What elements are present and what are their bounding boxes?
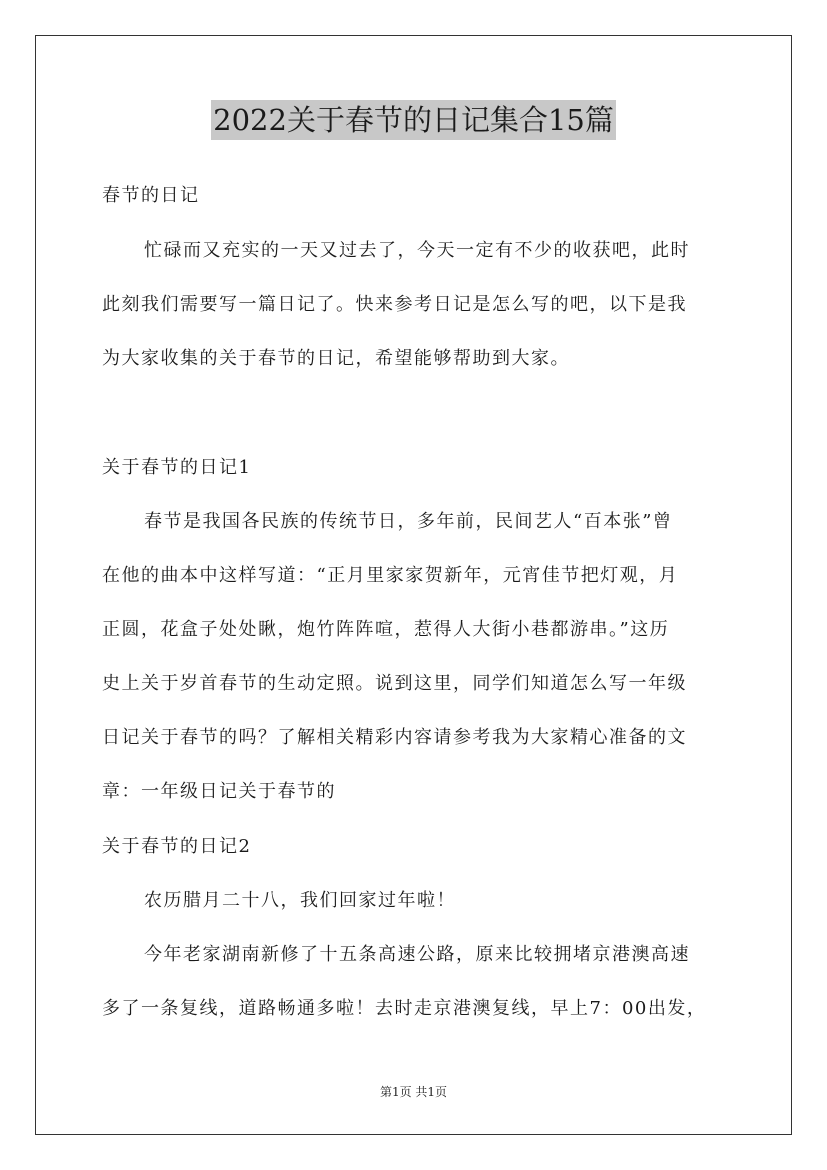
section-heading: 关于春节的日记2	[102, 836, 252, 857]
section-heading: 关于春节的日记1	[102, 457, 252, 478]
title-container	[0, 100, 827, 140]
paragraph-line: 史上关于岁首春节的生动定照。说到这里，同学们知道怎么写一年级	[102, 673, 687, 694]
paragraph-line: 春节是我国各民族的传统节日，多年前，民间艺人“百本张”曾	[144, 511, 673, 532]
paragraph-line: 为大家收集的关于春节的日记，希望能够帮助到大家。	[102, 348, 570, 369]
paragraph-line: 日记关于春节的吗？了解相关精彩内容请参考我为大家精心准备的文	[102, 727, 687, 748]
paragraph-line: 在他的曲本中这样写道：“正月里家家贺新年，元宵佳节把灯观，月	[102, 565, 679, 586]
paragraph-line: 章：一年级日记关于春节的	[102, 781, 336, 802]
paragraph-line: 正圆，花盒子处处瞅，炮竹阵阵喧，惹得人大街小巷都游串。”这历	[102, 619, 670, 640]
paragraph-line: 农历腊月二十八，我们回家过年啦！	[144, 890, 456, 911]
page-footer: 第1页 共1页	[379, 1085, 448, 1099]
paragraph-line: 忙碌而又充实的一天又过去了，今天一定有不少的收获吧，此时	[144, 240, 690, 261]
paragraph-line: 此刻我们需要写一篇日记了。快来参考日记是怎么写的吧，以下是我	[102, 294, 687, 315]
document-title: 2022关于春节的日记集合15篇	[211, 100, 616, 140]
paragraph-line: 多了一条复线，道路畅通多啦！去时走京港澳复线，早上7：00出发，	[102, 998, 707, 1019]
section-heading: 春节的日记	[102, 185, 200, 206]
paragraph-line: 今年老家湖南新修了十五条高速公路，原来比较拥堵京港澳高速	[144, 944, 690, 965]
